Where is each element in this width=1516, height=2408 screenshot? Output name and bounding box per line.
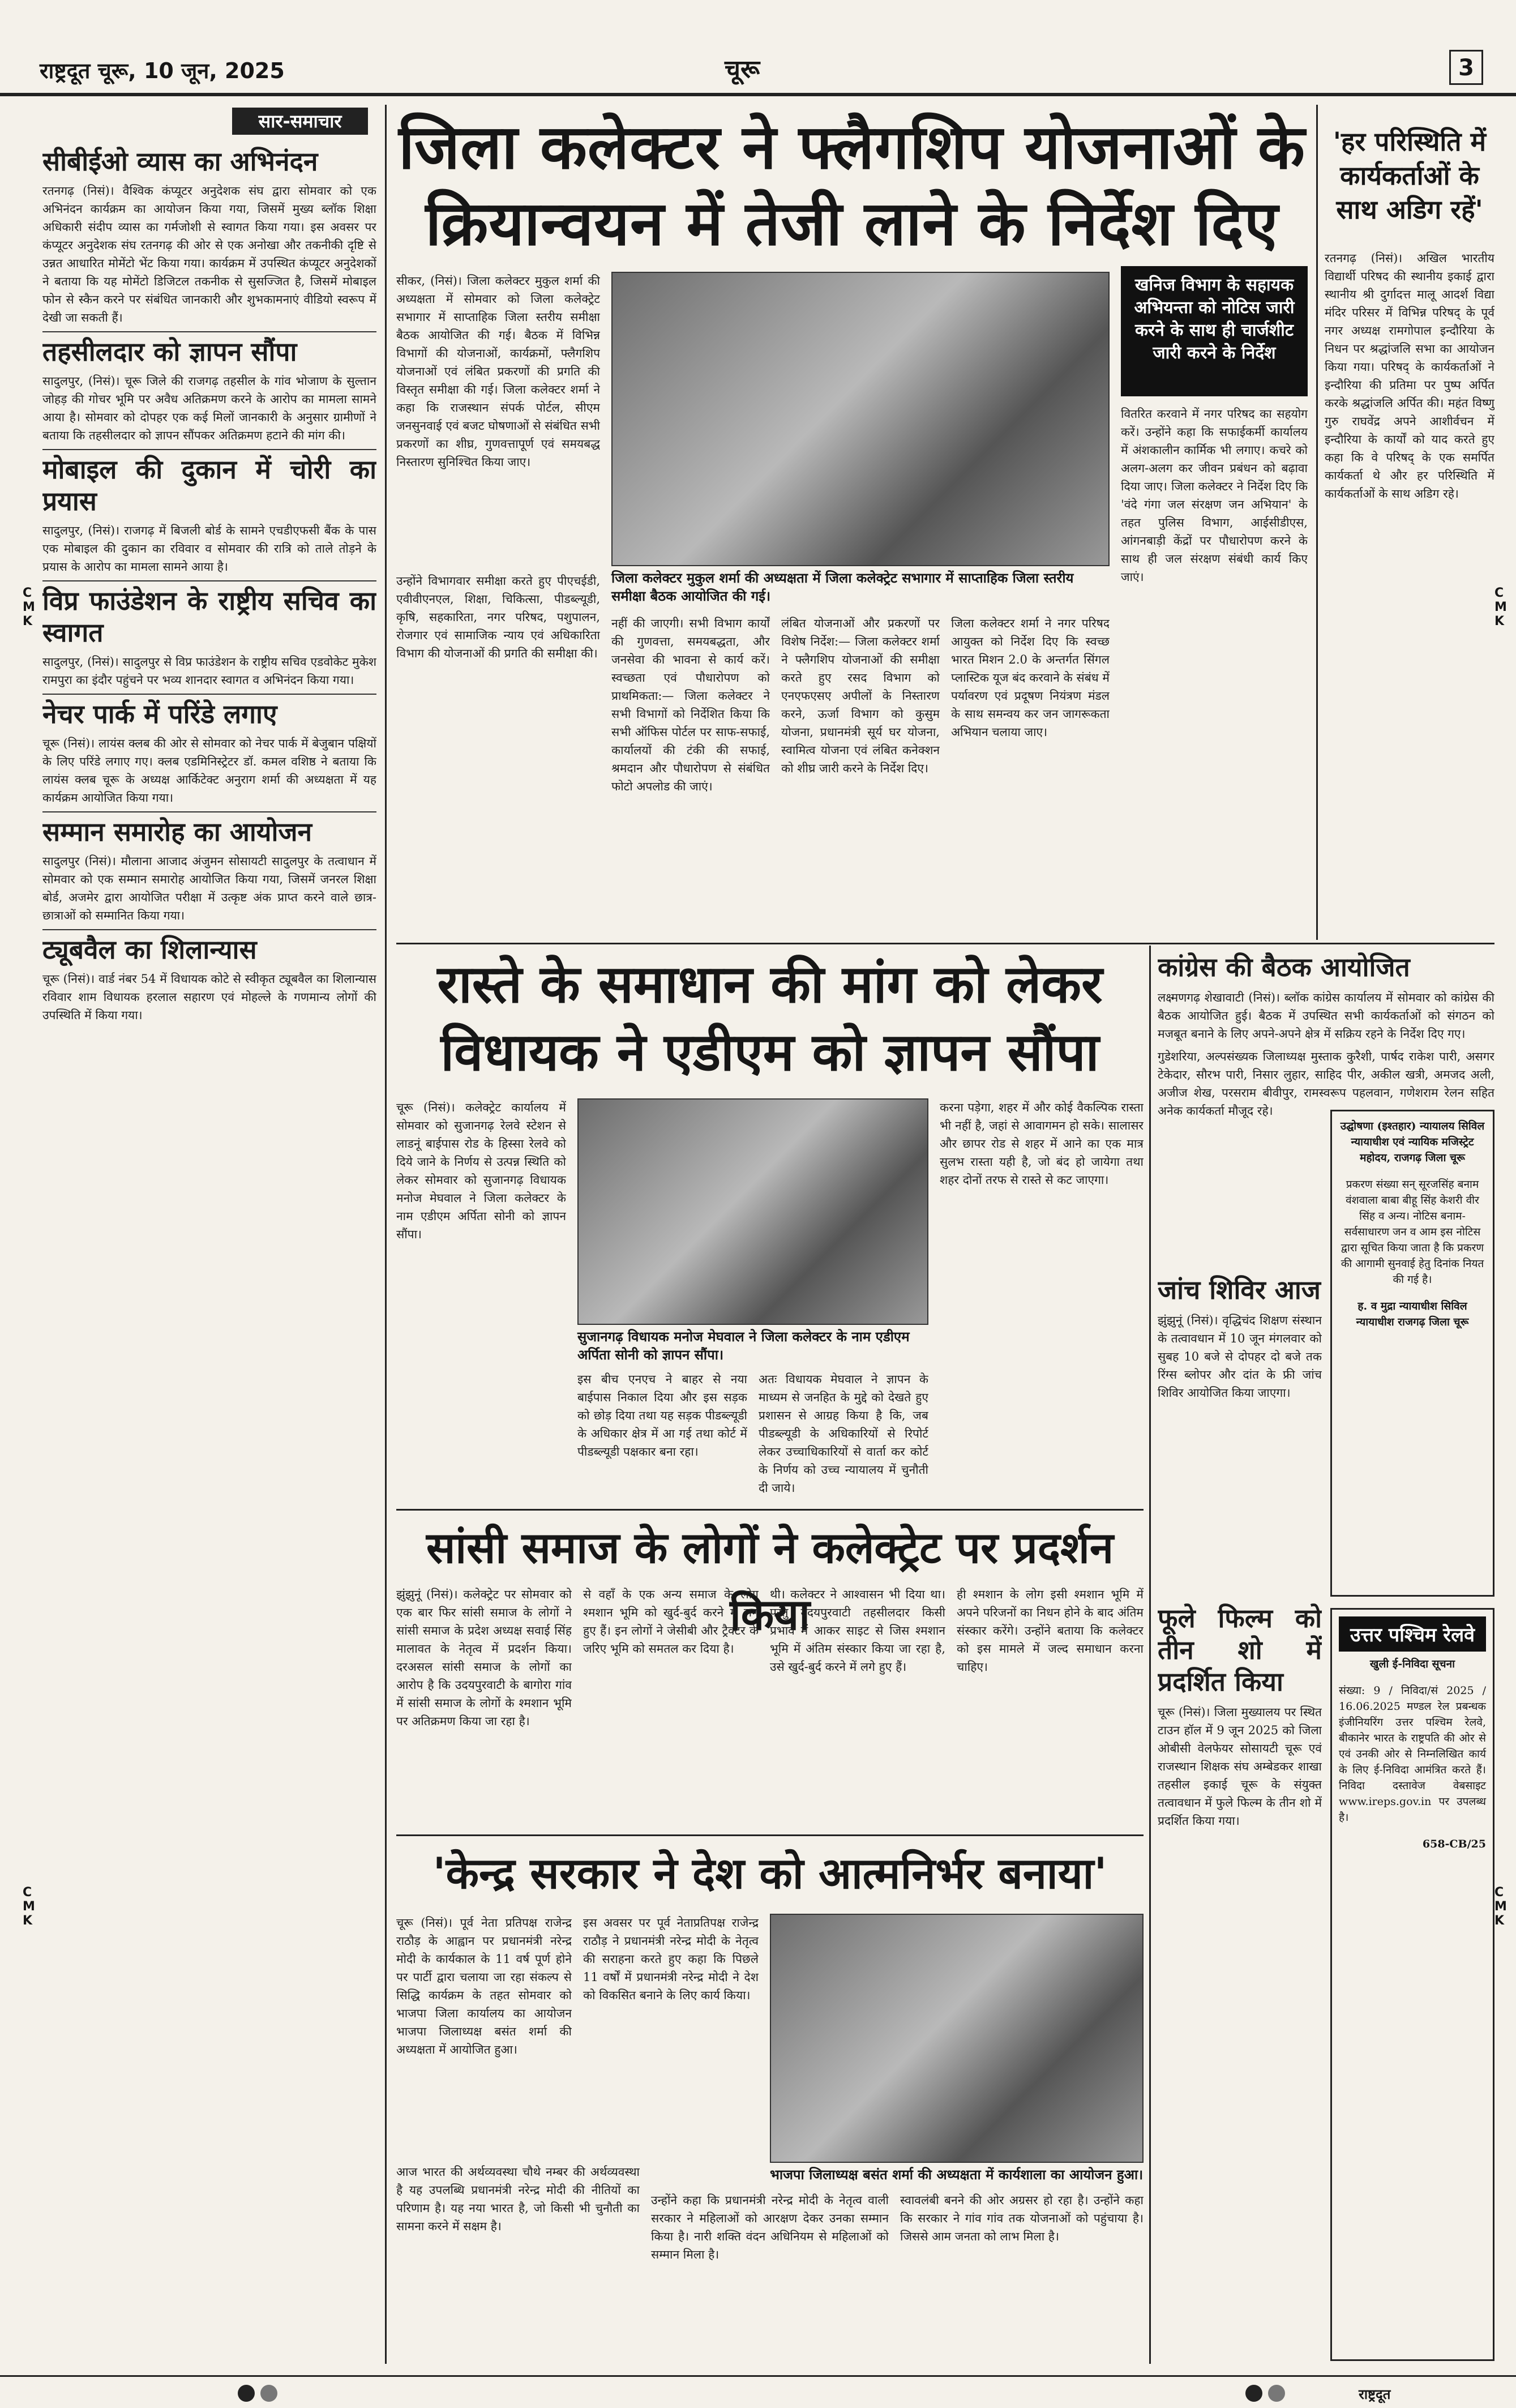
centre-column-c: आज भारत की अर्थव्यवस्था चौथे नम्बर की अर्थव्यवस्था है यह उपलब्धि प्रधानमंत्री नरेन्द्र मोदी की नीतियों का परिणाम है। यह नया भारत है, जो किसी भी चुनौती का सामना करने में सक्षम है। bbox=[396, 2165, 640, 2233]
second-headline-line1: रास्ते के समाधान की मांग को लेकर bbox=[437, 954, 1103, 1015]
lead-headline-line1: जिला कलेक्टर ने फ्लैगशिप योजनाओं के bbox=[399, 112, 1305, 183]
second-photo-caption: सुजानगढ़ विधायक मनोज मेघवाल ने जिला कलेक्टर के नाम एडीएम अर्पिता सोनी को ज्ञापन सौंपा। bbox=[577, 1329, 910, 1363]
brief-body: रतनगढ़ (निसं)। वैश्विक कंप्यूटर अनुदेशक संघ द्वारा सोमवार को एक अभिनंदन कार्यक्रम का आयोजन किया गया, जिसमें मुख्य ब्लॉक शिक्षा अधिकारी संदीप व्यास का गर्मजोशी से स्वागत किया गया। इस अवसर पर कंप्यूटर अनुदेशक संघ रतनगढ़ की ओर से एक अनोखा और तकनीकी दृष्टि से उन्नत आधारित मोमेंटो भेंट किया गया। कार्यक्रम में उपस्थित कंप्यूटर अनुदेशकों ने बताया कि यह मोमेंटो डिजिटल तकनीक से सुसज्जित है, जिसमें मोबाइल फोन से स्कैन करने पर संबंधित जानकारी और शुभकामनाएं वीडियो स्वरूप में देखी जा सकती हैं। bbox=[42, 184, 376, 324]
second-column-a: चूरू (निसं)। कलेक्ट्रेट कार्यालय में सोमवार को सुजानगढ़ रेलवे स्टेशन से लाडनूं बाईपास रोड के हिस्सा रेलवे को दिये जाने के निर्णय से उत्पन्न स्थिति को लेकर सोमवार को सुजानगढ़ विधायक मनोज मेघवाल ने जिला कलेक्टर के नाम एडीएम अर्पिता सोनी को ज्ञापन सौंपा। bbox=[396, 1101, 566, 1241]
sansi-column-b: से वहाँ के एक अन्य समाज के लोग श्मशान भूमि को खुर्द-बुर्द करने में लगे हुए हैं। इन लोगों ने जेसीबी और ट्रैक्टर के जरिए भूमि को समतल कर दिया है। bbox=[583, 1588, 759, 1656]
camp-body: झुंझुनूं (निसं)। वृद्धिचंद शिक्षण संस्थान के तत्वावधान में 10 जून मंगलवार को सुबह 10 बजे से दोपहर दो बजे तक रिंग्स ब्लोपर और दांत के फ्री जांच शिविर आयोजित किया जाएगा। bbox=[1158, 1314, 1322, 1400]
lead-photo bbox=[611, 272, 1110, 566]
mark-k: K bbox=[23, 1914, 33, 1928]
brief-column bbox=[42, 139, 376, 2369]
court-notice bbox=[1330, 1110, 1494, 1597]
tender-notice bbox=[1330, 1608, 1494, 2361]
masthead-edition: चूरू bbox=[725, 55, 760, 84]
register-mark-left-2 bbox=[23, 1885, 42, 1928]
centre-headline: 'केन्द्र सरकार ने देश को आत्मनिर्भर बनाया' bbox=[432, 1848, 1107, 1898]
brief-body: चूरू (निसं)। लायंस क्लब की ओर से सोमवार को नेचर पार्क में बेजुबान पक्षियों के लिए परिंडे लगाए गए। क्लब एडमिनिस्ट्रेटर डॉ. कमल वशिष्ठ ने बताया कि लायंस क्लब चूरू के अध्यक्ष आर्किटेक्ट अनुराग शर्मा की अध्यक्षता में यह कार्यक्रम आयोजित किया गया। bbox=[42, 737, 376, 805]
brief-headline: नेचर पार्क में परिंडे लगाए bbox=[42, 694, 376, 730]
mark-c: C bbox=[1494, 1885, 1504, 1900]
sansi-column-d: ही श्मशान के लोग इसी श्मशान भूमि में अपने परिजनों का निधन होने के बाद अंतिम संस्कार करेंगे। उन्होंने बताया कि कलेक्टर को इस मामले में जल्द समाधान करना चाहिए। bbox=[957, 1588, 1144, 1674]
lead-headline-line2: क्रियान्वयन में तेजी लाने के निर्देश दिए bbox=[425, 189, 1279, 259]
mark-c: C bbox=[1494, 586, 1504, 600]
congress-headline: कांग्रेस की बैठक आयोजित bbox=[1158, 952, 1410, 982]
notice-headline: उद्घोषणा (इश्तहार) न्यायालय सिविल न्यायाधीश एवं न्यायिक मजिस्ट्रेट महोदय, राजगढ़ जिला चूरू bbox=[1340, 1120, 1485, 1164]
brief-body: सादुलपुर (निसं)। मौलाना आजाद अंजुमन सोसायटी सादुलपुर के तत्वाधान में सोमवार को एक सम्मान समारोह आयोजित किया गया, जिसमें जनरल शिक्षा बोर्ड, अजमेर द्वारा आयोजित परीक्षा में उत्कृष्ट अंक प्राप्त करने वाले छात्र-छात्राओं को सम्मानित किया गया। bbox=[42, 854, 376, 922]
mark-m: M bbox=[1494, 1900, 1507, 1914]
mark-k: K bbox=[23, 614, 33, 628]
mark-k: K bbox=[1494, 1914, 1505, 1928]
lead-column-f: वितरित करवाने में नगर परिषद का सहयोग करें। उन्होंने कहा कि सफाईकर्मी कार्यालय में अंशकालीन कार्मिक भी लगाए। कचरे को अलग-अलग कर जीवन प्रबंधन को बढ़ावा दिया जाए। जिला कलेक्टर ने निर्देश दिए कि 'वंदे गंगा जल संरक्षण जन अभियान' के तहत पुलिस विभाग, आईसीडीएस, आंगनबाड़ी केंद्रों पर पौधारोपण करने के साथ ही जल संरक्षण संबंधी कार्य किए जाएं। bbox=[1121, 407, 1308, 584]
second-column-c: करना पड़ेगा, शहर में और कोई वैकल्पिक रास्ता भी नहीं है, जहां से आवागमन हो सके। सालासर और छापर रोड से शहर में आने का एक मात्र सुलभ रास्ता यही है, जो बंद हो जायेगा तथा शहर दोनों तरफ से रास्ते से कट जाएगा। bbox=[940, 1101, 1144, 1187]
brief-headline: ट्यूबवैल का शिलान्यास bbox=[42, 929, 376, 965]
centre-column-d: उन्होंने कहा कि प्रधानमंत्री नरेन्द्र मोदी के नेतृत्व वाली सरकार ने महिलाओं को आरक्षण देकर उनका सम्मान किया है। नारी शक्ति वंदन अधिनियम से महिलाओं को सम्मान मिला है। bbox=[651, 2193, 889, 2261]
tender-body: संख्या: 9 / निविदा/सं 2025 / 16.06.2025 मण्डल रेल प्रबन्धक इंजीनियरिंग उत्तर पश्चिम रेलवे, बीकानेर भारत के राष्ट्रपति की ओर से एवं उनकी ओर से निम्नलिखित कार्य के लिए ई-निविदा आमंत्रित करते हैं। निविदा दस्तावेज वेबसाइट www.ireps.gov.in पर उपलब्ध है। bbox=[1339, 1684, 1486, 1824]
lead-column-c: नहीं की जाएगी। सभी विभाग कार्यों की गुणवत्ता, समयबद्धता, और जनसेवा की भावना से कार्य करें। स्वच्छता एवं पौधारोपण को प्राथमिकता:— जिला कलेक्टर ने सभी विभागों को निर्देशित किया कि सभी ऑफिस पोर्टल पर साफ-सफाई, कार्यालयों की टंकी की सफाई, श्रमदान और पौधारोपण से संबंधित फोटो अपलोड की जाएं। bbox=[611, 617, 770, 793]
centre-column-e: स्वावलंबी बनने की ओर अग्रसर हो रहा है। उन्होंने कहा कि सरकार ने गांव गांव तक योजनाओं को पहुंचाया है। जिससे आम जनता को लाभ मिला है। bbox=[900, 2193, 1144, 2243]
second-column-b: इस बीच एनएच ने बाहर से नया बाईपास निकाल दिया और इस सड़क को छोड़ दिया तथा यह सड़क पीडब्ल्यूडी के अधिकार क्षेत्र में आ गई तथा कोर्ट में पीडब्ल्यूडी पक्षकार बना रहा। bbox=[577, 1372, 747, 1459]
section-rule bbox=[396, 943, 1494, 944]
mark-m: M bbox=[1494, 600, 1507, 614]
second-headline-line2: विधायक ने एडीएम को ज्ञापन सौंपा bbox=[440, 1022, 1099, 1083]
right-story-body: रतनगढ़ (निसं)। अखिल भारतीय विद्यार्थी परिषद की स्थानीय इकाई द्वारा स्थानीय श्री दुर्गादत्त मालू आदर्श विद्या मंदिर परिसर में विभिन्न परिषद् के पूर्व नगर अध्यक्ष रामगोपाल इन्दौरिया के निधन पर श्रद्धांजलि सभा का आयोजन किया गया। परिषद् के कार्यकर्ताओं ने इन्दौरिया की प्रतिमा पर पुष्प अर्पित करके श्रद्धांजलि अर्पित की। महंत विष्णु गुरु राघवेंद्र अपने आशीर्वचन में इन्दौरिया के कार्यों को याद करते हुए कहा कि वे परिषद् के एक समर्पित कार्यकर्ता थे और हर परिस्थिति में कार्यकर्ताओं के साथ अडिग रहे। bbox=[1325, 251, 1494, 501]
centre-column-a: चूरू (निसं)। पूर्व नेता प्रतिपक्ष राजेन्द्र राठौड़ के आह्वान पर प्रधानमंत्री नरेन्द्र मोदी के कार्यकाल के 11 वर्ष पूर्ण होने पर पार्टी द्वारा चलाया जा रहा संकल्प से सिद्धि कार्यक्रम के तहत सोमवार को भाजपा जिला कार्यालय का आयोजन भाजपा जिलाध्यक्ष बसंत शर्मा की अध्यक्षता में आयोजित हुआ। bbox=[396, 1916, 572, 2056]
congress-body: लक्ष्मणगढ़ शेखावाटी (निसं)। ब्लॉक कांग्रेस कार्यालय में सोमवार को कांग्रेस की बैठक आयोजित हुई। बैठक में उपस्थित सभी कार्यकर्ताओं को संगठन को मजबूत बनाने के लिए अपने-अपने क्षेत्र में सक्रिय रहने के निर्देश दिए गए। bbox=[1158, 991, 1494, 1041]
second-column-d: अतः विधायक मेघवाल ने ज्ञापन के माध्यम से जनहित के मुद्दे को देखते हुए प्रशासन से आग्रह किया है कि, जब पीडब्ल्यूडी के अधिकारियों से रिपोर्ट लेकर उच्चाधिकारियों से वार्ता कर कोर्ट के निर्णय को उच्च न्यायालय में चुनौती दी जाये। bbox=[759, 1372, 928, 1495]
mark-k: K bbox=[1494, 614, 1505, 628]
brief-headline: विप्र फाउंडेशन के राष्ट्रीय सचिव का स्वागत bbox=[42, 580, 376, 648]
congress-members: गुडेशरिया, अल्पसंख्यक जिलाध्यक्ष मुस्ताक कुरैशी, पार्षद राकेश पारी, असगर टेकेदार, सौरभ पारी, निसार लुहार, साहिद पीर, अकील खत्री, अमजद अली, अजीज शेख, परसराम बीवीपुर, रामस्वरूप पहलवान, गणेशराम रेलन सहित अनेक कार्यकर्ता मौजूद रहे। bbox=[1158, 1050, 1494, 1118]
column-rule bbox=[385, 105, 387, 2364]
tender-headline: खुली ई-निविदा सूचना bbox=[1369, 1658, 1455, 1670]
centre-photo bbox=[770, 1914, 1144, 2163]
page-number: 3 bbox=[1449, 50, 1483, 85]
register-mark-left bbox=[23, 586, 42, 628]
lead-column-b: उन्होंने विभागवार समीक्षा करते हुए पीएचईडी, एवीवीएनएल, शिक्षा, चिकित्सा, पीडब्ल्यूडी, कृषि, सहकारिता, नगर परिषद, पशुपालन, रोजगार एवं सामाजिक न्याय एवं अधिकारिता विभाग की योजनाओं की प्रगति की समीक्षा की। bbox=[396, 574, 600, 660]
column-rule bbox=[1149, 946, 1151, 2364]
mark-m: M bbox=[23, 1900, 35, 1914]
lead-infobox: खनिज विभाग के सहायक अभियन्ता को नोटिस जारी करने के साथ ही चार्जशीट जारी करने के निर्देश bbox=[1121, 266, 1308, 396]
lead-column-d: लंबित योजनाओं और प्रकरणों पर विशेष निर्देश:— जिला कलेक्टर शर्मा ने फ्लैगशिप योजनाओं की समीक्षा करते हुए रसद विभाग को एनएफएसए अपीलों के निस्तारण करने, ऊर्जा विभाग को कुसुम योजना, प्रधानमंत्री सूर्य घर योजना, स्वामित्व योजना एवं लंबित कनेक्शन को शीघ्र जारी करने के निर्देश दिए। bbox=[781, 617, 940, 775]
film-body: चूरू (निसं)। जिला मुख्यालय पर स्थित टाउन हॉल में 9 जून 2025 को जिला ओबीसी वेलफेयर सोसायटी चूरू एवं राजस्थान शिक्षक संघ अम्बेडकर शाखा तहसील इकाई चूरू के संयुक्त तत्वावधान में फुले फिल्म के तीन शो में प्रदर्शित किया गया। bbox=[1158, 1705, 1322, 1828]
notice-body: प्रकरण संख्या सन् सूरजसिंह बनाम वंशवाला बाबा बीहू सिंह केशरी वीर सिंह व अन्य। नोटिस बनाम-सर्वसाधारण जन व आम इस नोटिस द्वारा सूचित किया जाता है कि प्रकरण की आगामी सुनवाई हेतु दिनांक नियत की गई है। bbox=[1341, 1178, 1484, 1286]
film-story bbox=[1158, 1602, 1322, 2361]
camp-story bbox=[1158, 1274, 1322, 1591]
brief-body: सादुलपुर, (निसं)। चूरू जिले की राजगढ़ तहसील के गांव भोजाण के सुल्तान जोहड़ की गोचर भूमि पर अवैध अतिक्रमण करने के आरोप का मामला सामने आया है। सोमवार को दोपहर एक कई मिलों जानकारी के अनुसार ग्रामीणों ने बताया कि तहसीलदार को ज्ञापन सौंपकर अतिक्रमण हटाने की मांग की। bbox=[42, 374, 376, 442]
tender-code: 658-CB/25 bbox=[1422, 1838, 1486, 1850]
section-band: सार-समाचार bbox=[232, 108, 368, 135]
sansi-column-a: झुंझुनूं (निसं)। कलेक्ट्रेट पर सोमवार को एक बार फिर सांसी समाज के लोगों ने सांसी समाज के प्रदेश अध्यक्ष सवाई सिंह मालावत के नेतृत्व में प्रदर्शन किया। दरअसल सांसी समाज के लोगों का आरोप है कि उदयपुरवाटी के बागोरा गांव में सांसी समाज के लोगों के श्मशान भूमि पर अतिक्रमण किया जा रहा है। bbox=[396, 1588, 572, 1728]
second-photo bbox=[577, 1098, 928, 1325]
section-rule bbox=[396, 1509, 1144, 1511]
lead-photo-caption: जिला कलेक्टर मुकुल शर्मा की अध्यक्षता में जिला कलेक्ट्रेट सभागार में साप्ताहिक जिला स्तरीय समीक्षा बैठक आयोजित की गई। bbox=[611, 570, 1074, 604]
registration-dot-icon bbox=[238, 2385, 255, 2402]
railway-banner: उत्तर पश्चिम रेलवे bbox=[1339, 1616, 1486, 1652]
registration-dot-icon bbox=[260, 2385, 277, 2402]
sansi-headline: सांसी समाज के लोगों ने कलेक्ट्रेट पर प्रदर्शन किया bbox=[426, 1522, 1114, 1640]
registration-dot-icon bbox=[1245, 2385, 1262, 2402]
section-rule bbox=[396, 1834, 1144, 1836]
lead-column-e: जिला कलेक्टर शर्मा ने नगर परिषद आयुक्त को निर्देश दिए कि स्वच्छ भारत मिशन 2.0 के अन्तर्गत सिंगल प्लास्टिक यूज बंद करवाने के संबंध में पर्यावरण एवं प्रदूषण नियंत्रण मंडल के साथ समन्वय कर जन जागरूकता अभियान चलाया जाए। bbox=[951, 617, 1110, 739]
mark-m: M bbox=[23, 600, 35, 614]
brief-body: सादुलपुर, (निसं)। सादुलपुर से विप्र फाउंडेशन के राष्ट्रीय सचिव एडवोकेट मुकेश रामपुरा का इंदौर पहुंचने पर भव्य शानदार स्वागत व अभिनंदन किया गया। bbox=[42, 655, 376, 687]
centre-column-b: इस अवसर पर पूर्व नेताप्रतिपक्ष राजेन्द्र राठौड़ ने प्रधानमंत्री नरेन्द्र मोदी के नेतृत्व की सराहना करते हुए कहा कि पिछले 11 वर्षों में प्रधानमंत्री नरेन्द्र मोदी ने देश को विकसित बनाने के लिए कार्य किया। bbox=[583, 1916, 759, 2002]
sansi-column-c: थी। कलेक्टर ने आश्वासन भी दिया था। परंतु उदयपुरवाटी तहसीलदार किसी प्रभाव में आकर साइट से जिस श्मशान भूमि में अंतिम संस्कार किया जा रहा है, उसे खुर्द-बुर्द करने में लगे हुए हैं। bbox=[770, 1588, 945, 1674]
page-footer bbox=[0, 2375, 1516, 2408]
brief-headline: मोबाइल की दुकान में चोरी का प्रयास bbox=[42, 449, 376, 517]
register-mark-right bbox=[1494, 586, 1514, 628]
brief-headline: सीबीईओ व्यास का अभिनंदन bbox=[42, 146, 318, 177]
mark-c: C bbox=[23, 586, 32, 600]
brief-headline: सम्मान समारोह का आयोजन bbox=[42, 811, 376, 848]
centre-photo-caption: भाजपा जिलाध्यक्ष बसंत शर्मा की अध्यक्षता में कार्यशाला का आयोजन हुआ। bbox=[770, 2167, 1144, 2183]
column-rule bbox=[1316, 105, 1318, 940]
registration-dot-icon bbox=[1268, 2385, 1285, 2402]
brief-headline: तहसीलदार को ज्ञापन सौंपा bbox=[42, 331, 376, 367]
footer-brand: राष्ट्रदूत bbox=[1359, 2386, 1391, 2402]
camp-headline: जांच शिविर आज bbox=[1158, 1274, 1321, 1305]
lead-column-a: सीकर, (निसं)। जिला कलेक्टर मुकुल शर्मा की अध्यक्षता में सोमवार को जिला कलेक्ट्रेट सभागार में साप्ताहिक जिला स्तरीय समीक्षा बैठक आयोजित की गई। बैठक में विभिन्न विभागों की योजनाओं, कार्यक्रमों, फ्लैगशिप योजनाओं एवं लंबित प्रकरणों की प्रगति की विस्तृत समीक्षा की गई। जिला कलेक्टर शर्मा ने कहा कि राजस्थान संपर्क पोर्टल, सीएम जनसुनवाई एवं बजट घोषणाओं से संबंधित सभी प्रकरणों का शीघ्र, गुणवत्तापूर्ण एवं समयबद्ध निस्तारण सुनिश्चित किया जाए। bbox=[396, 274, 600, 469]
brief-body: चूरू (निसं)। वार्ड नंबर 54 में विधायक कोटे से स्वीकृत ट्यूबवैल का शिलान्यास रविवार शाम विधायक हरलाल सहारण एवं मोहल्ले के गणमान्य लोगों की उपस्थिति में किया गया। bbox=[42, 972, 376, 1022]
right-quote-headline: 'हर परिस्थिति में कार्यकर्ताओं के साथ अडिग रहें' bbox=[1333, 126, 1487, 225]
register-mark-right-2 bbox=[1494, 1885, 1514, 1928]
notice-signature: ह. व मुद्रा न्यायाधीश सिविल न्यायाधीश राजगढ़ जिला चूरू bbox=[1356, 1300, 1469, 1328]
masthead bbox=[0, 0, 1516, 96]
masthead-date: राष्ट्रदूत चूरू, 10 जून, 2025 bbox=[40, 58, 285, 83]
brief-body: सादुलपुर, (निसं)। राजगढ़ में बिजली बोर्ड के सामने एचडीएफसी बैंक के पास एक मोबाइल की दुकान का रविवार व सोमवार की रात्रि को ताले तोड़ने के प्रयास के आरोप का मामला सामने आया है। bbox=[42, 524, 376, 574]
film-headline: फूले फिल्म को तीन शो में प्रदर्शित किया bbox=[1158, 1603, 1322, 1697]
mark-c: C bbox=[23, 1885, 32, 1900]
